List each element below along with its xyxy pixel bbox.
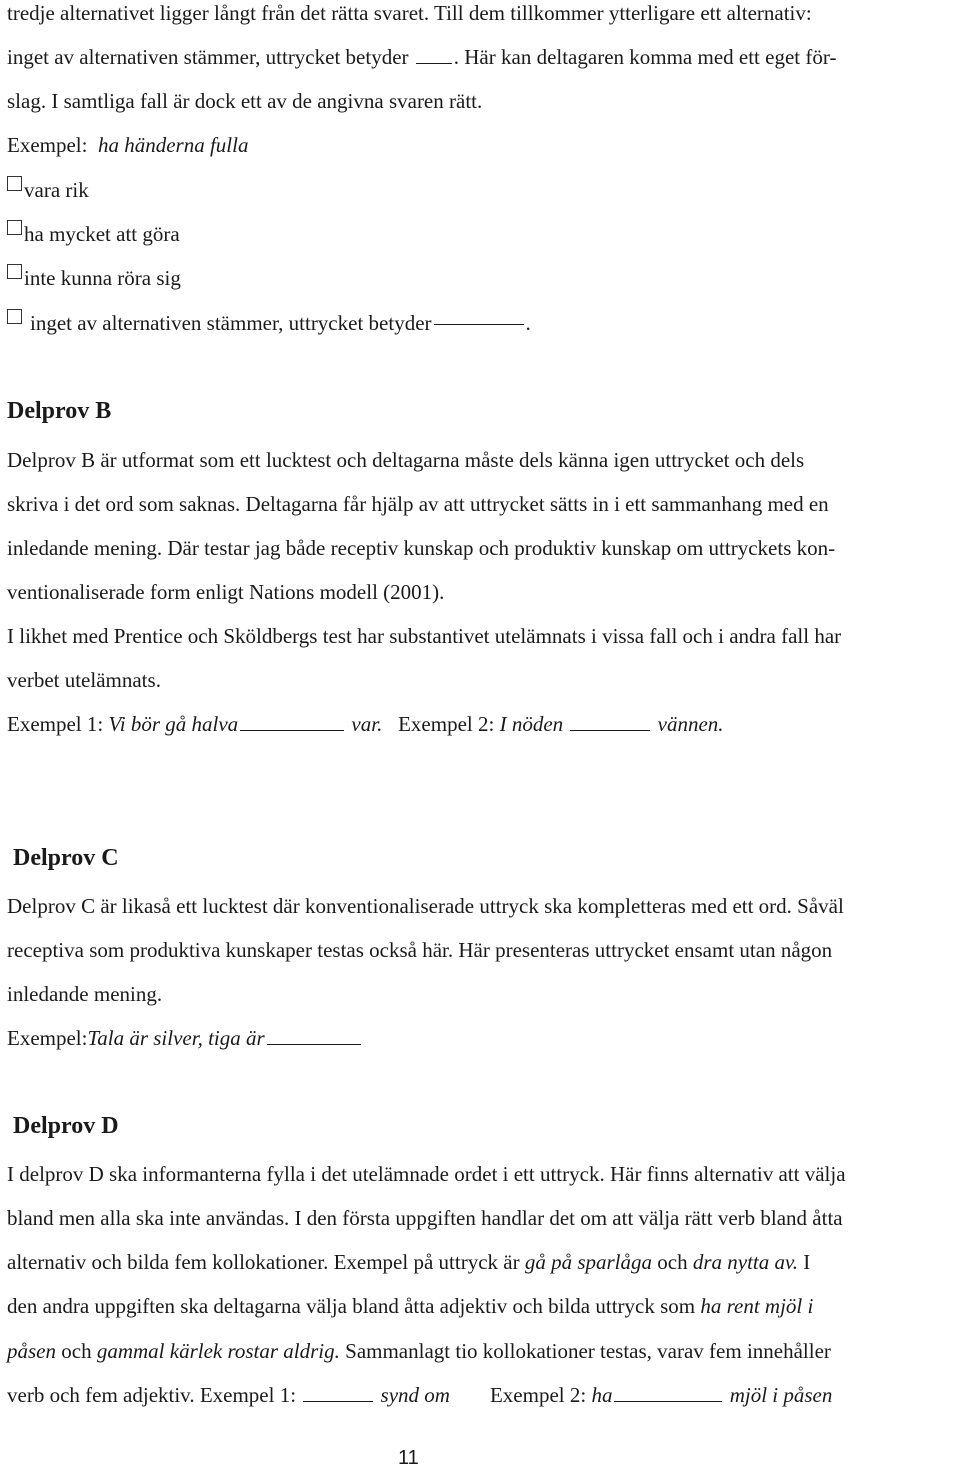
example-phrase: ha händerna fulla — [97, 133, 249, 157]
body-line: verbet utelämnats. — [7, 668, 161, 692]
example-phrase: påsen — [7, 1339, 56, 1363]
section-heading: Delprov B — [7, 398, 112, 424]
section-heading: Delprov D — [13, 1113, 119, 1139]
body-line — [7, 47, 836, 68]
section-heading: Delprov C — [13, 845, 119, 871]
page-number: 11 — [398, 1447, 419, 1469]
checkbox-icon[interactable] — [7, 176, 22, 191]
example-line — [7, 1028, 363, 1049]
option-item — [7, 268, 181, 289]
example-line — [7, 1385, 832, 1406]
answer-blank — [434, 323, 524, 325]
text: . Här kan deltagaren komma med ett eget för- — [453, 45, 837, 69]
answer-blank — [416, 62, 452, 64]
body-line: ventionaliserade form enligt Nations modell (2001). — [7, 580, 445, 604]
body-line: inledande mening. Där testar jag både receptiv kunskap och produktiv kunskap om uttryckets kon- — [7, 536, 836, 560]
body-line: I likhet med Prentice och Sköldbergs test har substantivet utelämnats i vissa fall och i andra fall har — [7, 624, 842, 648]
option-label: inte kunna röra sig — [24, 266, 181, 290]
body-line — [7, 1296, 813, 1317]
example-phrase: mjöl i påsen — [729, 1383, 833, 1407]
answer-blank — [267, 1043, 361, 1045]
text: . — [525, 311, 531, 335]
example-phrase: ha rent mjöl i — [700, 1294, 814, 1318]
text: den andra uppgiften ska deltagarna välja bland åtta adjektiv och bilda uttryck som — [7, 1294, 696, 1318]
text: verb och fem adjektiv. Exempel 1: — [7, 1383, 297, 1407]
body-line — [7, 1252, 810, 1273]
answer-blank — [570, 729, 650, 731]
option-label: vara rik — [24, 178, 89, 202]
example-line — [7, 135, 248, 156]
checkbox-icon[interactable] — [7, 309, 22, 324]
example-phrase: dra nytta av. — [692, 1250, 799, 1274]
body-line: slag. I samtliga fall är dock ett av de angivna svaren rätt. — [7, 89, 483, 113]
checkbox-icon[interactable] — [7, 220, 22, 235]
body-line: skriva i det ord som saknas. Deltagarna får hjälp av att uttrycket sätts in i ett sammanhang med en — [7, 492, 829, 516]
body-line: I delprov D ska informanterna fylla i det utelämnade ordet i ett uttryck. Här finns alternativ att välja — [7, 1162, 846, 1186]
body-line: Delprov C är likaså ett lucktest där konventionaliserade uttryck ska kompletteras med ett ord. Såväl — [7, 894, 844, 918]
example-phrase: Vi bör gå halva — [108, 712, 239, 736]
example-phrase: var. — [351, 712, 383, 736]
example-phrase: vännen. — [657, 712, 724, 736]
text: Sammanlagt tio kollokationer testas, varav fem innehåller — [345, 1339, 831, 1363]
example-label: Exempel: — [7, 1026, 88, 1050]
example-phrase: gammal kärlek rostar aldrig. — [96, 1339, 340, 1363]
answer-blank — [614, 1400, 722, 1402]
body-line: inledande mening. — [7, 982, 163, 1006]
body-line: Delprov B är utformat som ett lucktest och deltagarna måste dels känna igen uttrycket och dels — [7, 448, 805, 472]
option-label: ha mycket att göra — [24, 222, 180, 246]
example-phrase: I nöden — [499, 712, 564, 736]
option-item — [7, 180, 89, 201]
example-label: Exempel: — [7, 133, 88, 157]
option-item — [7, 313, 531, 334]
example-label: Exempel 2: — [489, 1383, 587, 1407]
example-phrase: ha — [591, 1383, 613, 1407]
text: inget av alternativen stämmer, uttrycket betyder — [7, 45, 409, 69]
checkbox-icon[interactable] — [7, 264, 22, 279]
answer-blank — [303, 1400, 373, 1402]
example-phrase: Tala är silver, tiga är — [87, 1026, 265, 1050]
body-line: bland men alla ska inte användas. I den första uppgiften handlar det om att välja rätt verb bland åtta — [7, 1206, 843, 1230]
example-label: Exempel 1: — [7, 712, 104, 736]
answer-blank — [240, 729, 344, 731]
text: I — [803, 1250, 811, 1274]
text: alternativ och bilda fem kollokationer. Exempel på uttryck är — [7, 1250, 520, 1274]
example-phrase: gå på sparlåga — [524, 1250, 653, 1274]
option-label: inget av alternativen stämmer, uttrycket betyder — [30, 311, 432, 335]
text: och — [61, 1339, 92, 1363]
body-line — [7, 1341, 831, 1362]
example-line — [7, 714, 724, 735]
text: och — [657, 1250, 688, 1274]
body-line: tredje alternativet ligger långt från det rätta svaret. Till dem tillkommer ytterligare ett alternativ: — [7, 1, 812, 25]
example-phrase: synd om — [380, 1383, 450, 1407]
option-item — [7, 224, 180, 245]
example-label: Exempel 2: — [398, 712, 495, 736]
body-line: receptiva som produktiva kunskaper testas också här. Här presenteras uttrycket ensamt utan någon — [7, 938, 833, 962]
